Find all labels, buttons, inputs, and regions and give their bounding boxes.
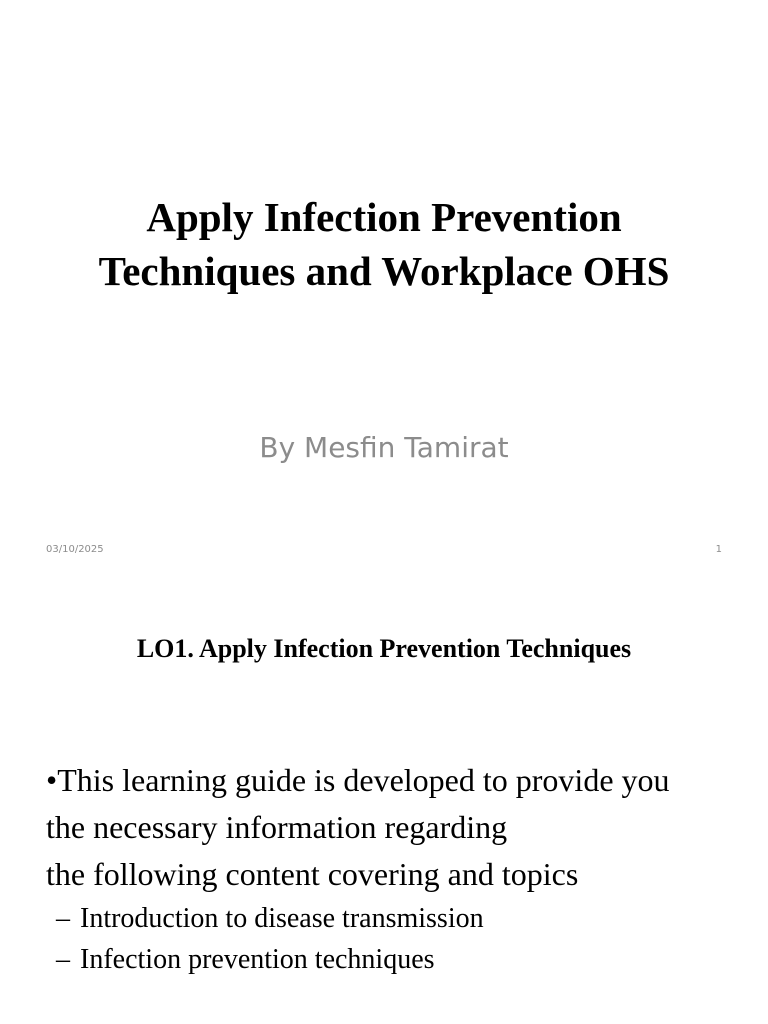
learning-outcome-heading: LO1. Apply Infection Prevention Techniques	[136, 634, 632, 663]
body-paragraph	[46, 757, 746, 898]
bullet-icon: •	[46, 762, 58, 798]
dash-icon: –	[56, 944, 70, 975]
body-line: the following content covering and topics	[46, 856, 579, 892]
content-slide	[0, 576, 768, 1024]
slide-subtitle: By Mesfin Tamirat	[259, 431, 509, 464]
body-line: the necessary information regarding	[46, 809, 508, 845]
list-item	[56, 898, 484, 939]
slide-title	[30, 190, 738, 298]
list-item-text: Infection prevention techniques	[80, 944, 435, 975]
topic-list	[56, 898, 484, 980]
footer-page-number: 1	[715, 544, 722, 555]
list-item-text: Introduction to disease transmission	[80, 903, 484, 934]
dash-icon: –	[56, 903, 70, 934]
body-line	[46, 757, 746, 804]
body-line-text: This learning guide is developed to provide you	[57, 762, 670, 798]
list-item	[56, 939, 484, 980]
footer-date: 03/10/2025	[46, 544, 104, 555]
slide-title-line-1: Apply Infection Prevention	[146, 194, 622, 240]
slide-title-line-2: Techniques and Workplace OHS	[98, 248, 670, 294]
